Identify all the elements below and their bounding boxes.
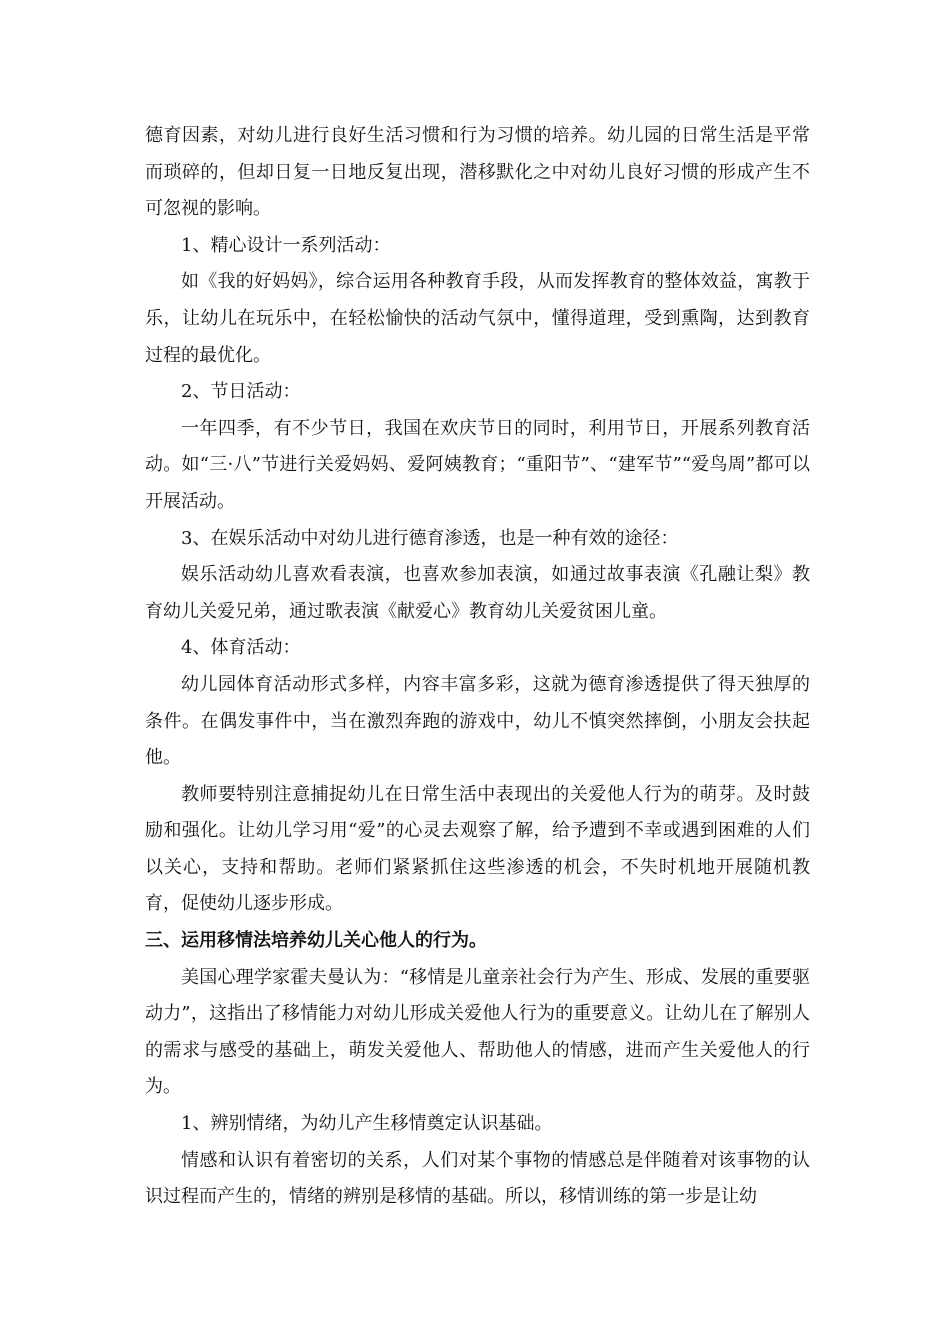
subheading-sports: 4、体育活动：	[181, 637, 301, 659]
subheading-emotion: 1、辨别情绪，为幼儿产生移情奠定认识基础。	[181, 1113, 553, 1135]
paragraph-teacher: 教师要特别注意捕捉幼儿在日常生活中表现出的关爱他人行为的萌芽。及时鼓励和强化。让幼儿学习用“爱”的心灵去观察了解，给予遭到不幸或遇到困难的人们以关心，支持和帮助。老师们紧紧抓住这些渗透的机会，不失时机地开展随机教育，促使幼儿逐步形成。	[145, 783, 810, 915]
paragraph-entertainment: 娱乐活动幼儿喜欢看表演，也喜欢参加表演，如通过故事表演《孔融让梨》教育幼儿关爱兄弟，通过歌表演《献爱心》教育幼儿关爱贫困儿童。	[145, 564, 810, 622]
paragraph-activity-design: 如《我的好妈妈》，综合运用各种教育手段，从而发挥教育的整体效益，寓教于乐，让幼儿在玩乐中，在轻松愉快的活动气氛中，懂得道理，受到熏陶，达到教育过程的最优化。	[145, 271, 810, 366]
subheading-activity-design: 1、精心设计一系列活动：	[181, 234, 391, 256]
paragraph-festival: 一年四季，有不少节日，我国在欢庆节日的同时，利用节日，开展系列教育活动。如“三·八”节进行关爱妈妈、爱阿姨教育；“重阳节”、“建军节”“爱鸟周”都可以开展活动。	[145, 417, 810, 512]
document-body	[145, 118, 810, 1216]
paragraph-empathy: 美国心理学家霍夫曼认为：“移情是儿童亲社会行为产生、形成、发展的重要驱动力”，这指出了移情能力对幼儿形成关爱他人行为的重要意义。让幼儿在了解别人的需求与感受的基础上，萌发关爱他人、帮助他人的情感，进而产生关爱他人的行为。	[145, 966, 810, 1098]
paragraph-continuation: 德育因素，对幼儿进行良好生活习惯和行为习惯的培养。幼儿园的日常生活是平常而琐碎的，但却日复一日地反复出现，潜移默化之中对幼儿良好习惯的形成产生不可忽视的影响。	[145, 125, 810, 220]
paragraph-emotion: 情感和认识有着密切的关系，人们对某个事物的情感总是伴随着对该事物的认识过程而产生的，情绪的辨别是移情的基础。所以，移情训练的第一步是让幼	[145, 1149, 810, 1208]
paragraph-sports: 幼儿园体育活动形式多样，内容丰富多彩，这就为德育渗透提供了得天独厚的条件。在偶发事件中，当在激烈奔跑的游戏中，幼儿不慎突然摔倒，小朋友会扶起他。	[145, 673, 810, 769]
subheading-festival: 2、节日活动：	[181, 381, 301, 403]
section-heading-empathy: 三、运用移情法培养幼儿关心他人的行为。	[145, 930, 487, 952]
subheading-entertainment: 3、在娱乐活动中对幼儿进行德育渗透，也是一种有效的途径：	[181, 527, 679, 549]
